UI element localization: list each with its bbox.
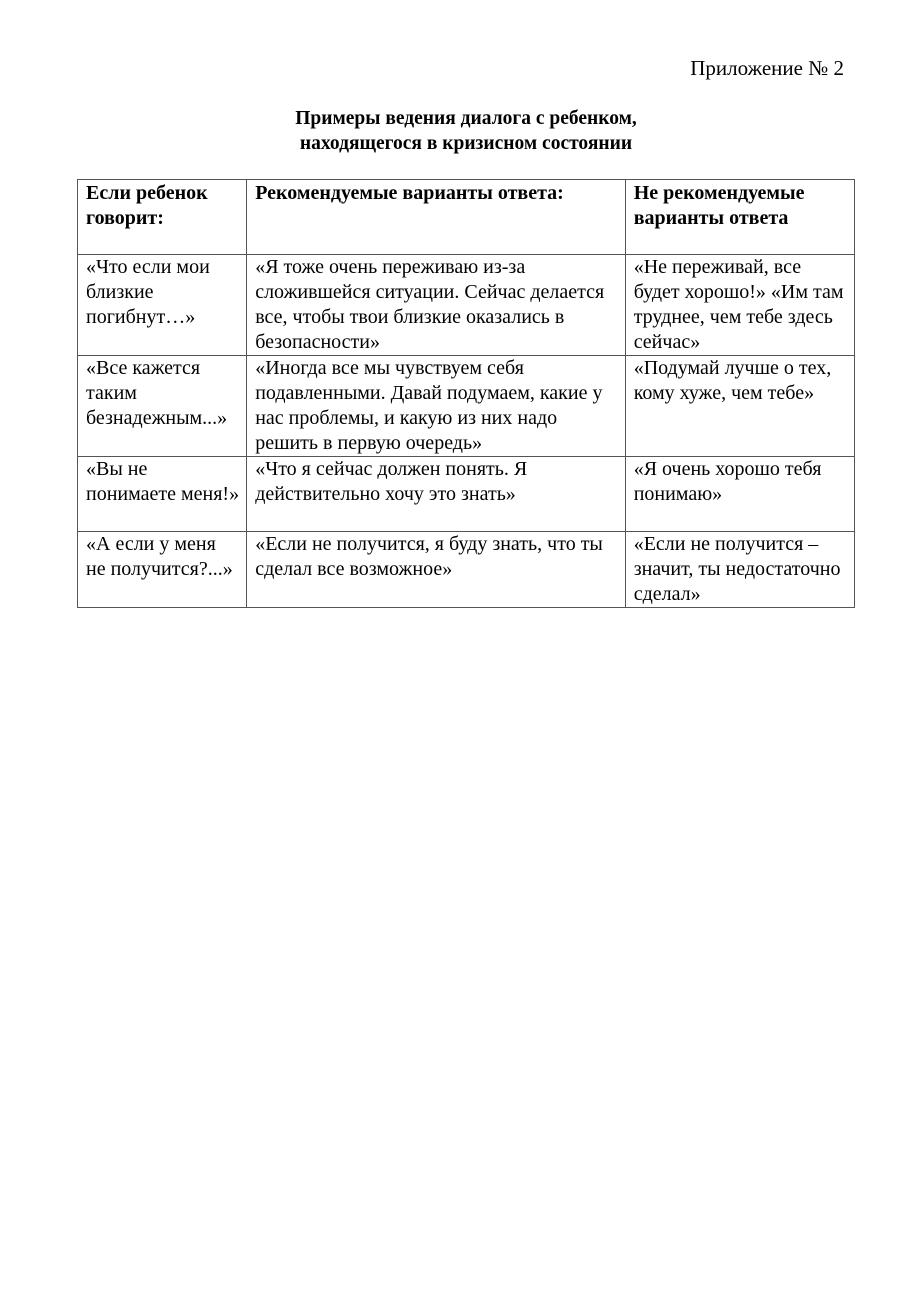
- title-line-2: находящегося в кризисном состоянии: [299, 133, 633, 154]
- cell-child-says: «Все кажется таким безнадежным...»: [78, 356, 247, 457]
- cell-not-recommended: «Если не получится – значит, ты недостаточно сделал»: [625, 532, 854, 608]
- document-title: [0, 106, 920, 156]
- header-child-says: Если ребенок говорит:: [78, 180, 247, 255]
- table-row: [78, 255, 855, 356]
- cell-recommended: «Если не получится, я буду знать, что ты сделал все возможное»: [247, 532, 625, 608]
- cell-child-says: «Что если мои близкие погибнут…»: [78, 255, 247, 356]
- table-header-row: [78, 180, 855, 255]
- table-row: [78, 356, 855, 457]
- cell-recommended: «Что я сейчас должен понять. Я действительно хочу это знать»: [247, 457, 625, 532]
- cell-not-recommended: «Подумай лучше о тех, кому хуже, чем тебе»: [625, 356, 854, 457]
- appendix-label: Приложение № 2: [690, 56, 844, 80]
- header-not-recommended: Не рекомендуемые варианты ответа: [625, 180, 854, 255]
- cell-child-says: «Вы не понимаете меня!»: [78, 457, 247, 532]
- cell-not-recommended: «Не переживай, все будет хорошо!» «Им там труднее, чем тебе здесь сейчас»: [625, 255, 854, 356]
- cell-recommended: «Иногда все мы чувствуем себя подавленными. Давай подумаем, какие у нас проблемы, и какую из них надо решить в первую очередь»: [247, 356, 625, 457]
- cell-recommended: «Я тоже очень переживаю из-за сложившейся ситуации. Сейчас делается все, чтобы твои близкие оказались в безопасности»: [247, 255, 625, 356]
- cell-not-recommended: «Я очень хорошо тебя понимаю»: [625, 457, 854, 532]
- title-line-1: Примеры ведения диалога с ребенком,: [295, 108, 637, 129]
- cell-child-says: «А если у меня не получится?...»: [78, 532, 247, 608]
- dialogue-table: [77, 179, 855, 608]
- table-row: [78, 457, 855, 532]
- header-recommended: Рекомендуемые варианты ответа:: [247, 180, 625, 255]
- table-row: [78, 532, 855, 608]
